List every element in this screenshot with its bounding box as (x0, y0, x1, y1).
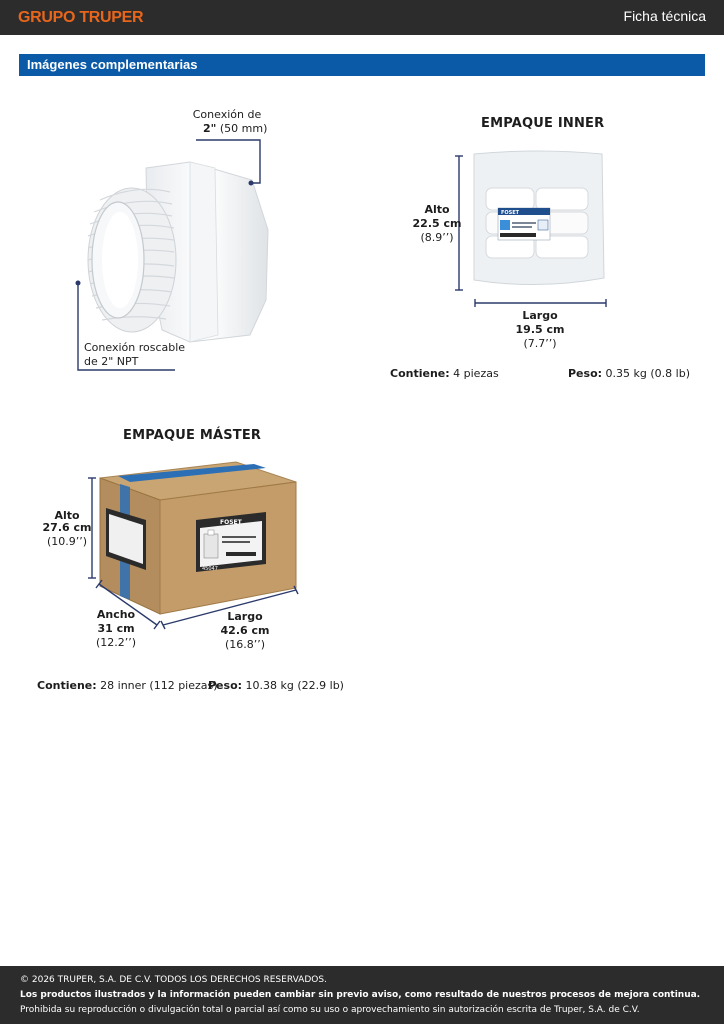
master-alto-label: Alto (54, 509, 80, 522)
callout-bottom-line2: de 2" NPT (84, 355, 139, 368)
inner-heading: EMPAQUE INNER (481, 116, 605, 131)
brand-logo: GRUPO TRUPER (18, 9, 144, 26)
master-contiene (37, 679, 218, 693)
footer-legal: Prohibida su reproducción o divulgación total o parcial así como su uso o aprovechamiento sin autorización escrita de Truper, S.A. de C.V. (20, 1005, 640, 1015)
inner-contiene-label: Contiene: (390, 367, 450, 380)
inner-peso (568, 367, 690, 381)
master-box-brand: FOSET (220, 519, 242, 526)
inner-alto-in: (8.9’’) (420, 231, 454, 244)
master-box-code: 45047 (202, 566, 218, 572)
master-peso-label: Peso: (208, 679, 243, 692)
callout-top-size: 2" (203, 122, 217, 135)
inner-alto-cm: 22.5 cm (412, 217, 462, 230)
inner-bag-brand: FOSET (501, 210, 520, 216)
master-peso-value: 10.38 kg (22.9 lb) (245, 679, 344, 692)
inner-dimension-lines (0, 0, 724, 400)
master-peso (208, 679, 344, 693)
master-largo-in: (16.8’’) (224, 638, 266, 651)
inner-peso-label: Peso: (568, 367, 603, 380)
inner-largo-cm: 19.5 cm (515, 323, 565, 336)
inner-largo-label: Largo (522, 309, 558, 322)
master-alto-in: (10.9’’) (46, 535, 88, 548)
callout-top-line1: Conexión de (192, 108, 262, 121)
footer-notice: Los productos ilustrados y la información pueden cambiar sin previo aviso, como resultado de nuestros procesos de mejora continua. (20, 990, 701, 1000)
master-ancho-cm: 31 cm (97, 622, 135, 635)
section-title: Imágenes complementarias (27, 57, 198, 72)
master-contiene-value: 28 inner (112 piezas) (100, 679, 218, 692)
master-largo-label: Largo (227, 610, 263, 623)
inner-contiene-value: 4 piezas (453, 367, 499, 380)
master-ancho-label: Ancho (96, 608, 136, 621)
master-heading: EMPAQUE MÁSTER (123, 428, 262, 443)
inner-alto-label: Alto (424, 203, 450, 216)
footer (0, 966, 724, 1024)
document-type: Ficha técnica (623, 8, 706, 24)
master-alto-cm: 27.6 cm (42, 521, 92, 534)
callout-top-mm: (50 mm) (219, 122, 268, 135)
footer-copyright: © 2026 TRUPER, S.A. DE C.V. TODOS LOS DERECHOS RESERVADOS. (20, 975, 327, 985)
master-contiene-label: Contiene: (37, 679, 97, 692)
inner-contiene (390, 367, 499, 381)
master-largo-cm: 42.6 cm (220, 624, 270, 637)
master-ancho-in: (12.2’’) (95, 636, 137, 649)
inner-largo-in: (7.7’’) (523, 337, 557, 350)
callout-bottom-line1: Conexión roscable (84, 341, 186, 354)
inner-peso-value: 0.35 kg (0.8 lb) (605, 367, 690, 380)
